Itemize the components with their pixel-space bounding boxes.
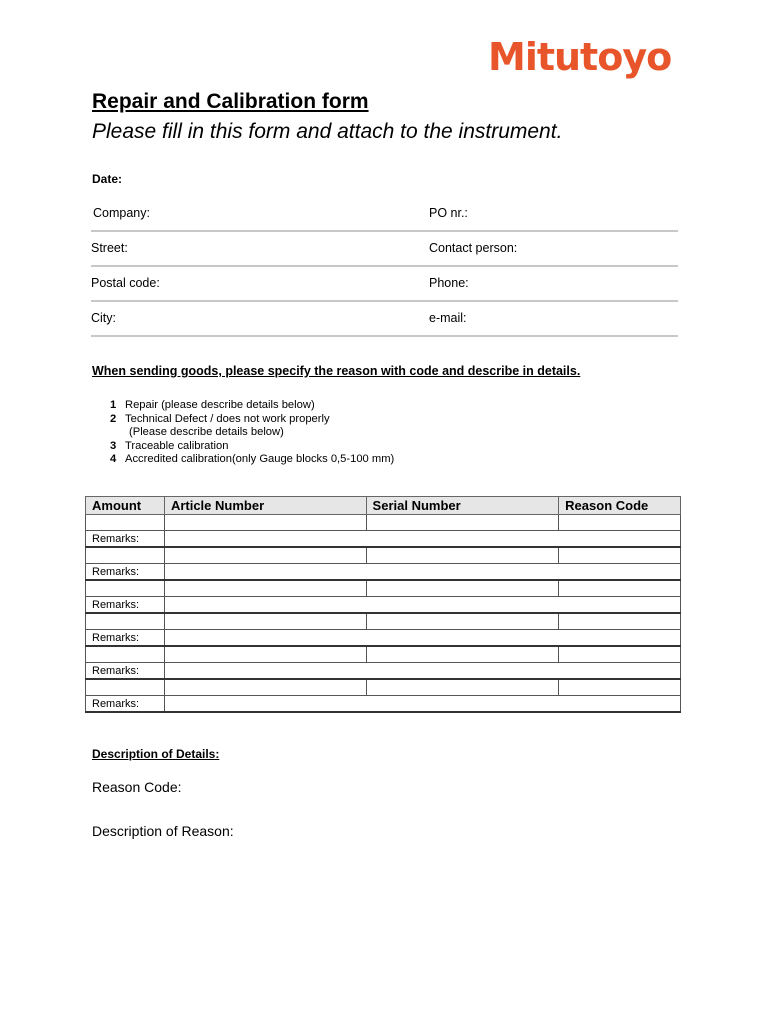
remarks-label: Remarks: [86, 696, 165, 713]
reason-item [110, 399, 394, 413]
description-heading: Description of Details: [92, 747, 220, 761]
remarks-label: Remarks: [86, 531, 165, 548]
reason-code-column-header: Reason Code [559, 497, 681, 515]
article-number-cell[interactable] [164, 646, 366, 663]
serial-number-column-header: Serial Number [366, 497, 559, 515]
serial-number-cell[interactable] [366, 613, 559, 630]
remarks-row [86, 597, 681, 614]
remarks-label: Remarks: [86, 597, 165, 614]
form-title: Repair and Calibration form [92, 90, 369, 113]
remarks-cell[interactable] [164, 564, 680, 581]
amount-cell[interactable] [86, 515, 165, 531]
reason-code-cell[interactable] [559, 613, 681, 630]
reason-code-cell[interactable] [559, 679, 681, 696]
article-number-cell[interactable] [164, 515, 366, 531]
article-number-column-header: Article Number [164, 497, 366, 515]
city-field-label: City: [91, 311, 116, 325]
article-number-cell[interactable] [164, 580, 366, 597]
reason-item [110, 440, 394, 454]
serial-number-cell[interactable] [366, 580, 559, 597]
article-number-cell[interactable] [164, 679, 366, 696]
reason-code-list [110, 399, 394, 467]
field-row-street[interactable] [91, 237, 678, 267]
reason-code-cell[interactable] [559, 515, 681, 531]
amount-column-header: Amount [86, 497, 165, 515]
table-row [86, 580, 681, 597]
remarks-row [86, 663, 681, 680]
table-row [86, 613, 681, 630]
reason-code-cell[interactable] [559, 580, 681, 597]
postal-code-field-label: Postal code: [91, 276, 160, 290]
table-row [86, 646, 681, 663]
remarks-cell[interactable] [164, 531, 680, 548]
field-row-postal-code[interactable] [91, 272, 678, 302]
remarks-cell[interactable] [164, 630, 680, 647]
items-table [85, 496, 681, 713]
reason-text: Traceable calibration [125, 439, 229, 452]
reason-number: 2 [110, 412, 117, 425]
remarks-cell[interactable] [164, 597, 680, 614]
remarks-cell[interactable] [164, 696, 680, 713]
po-number-field-label: PO nr.: [429, 206, 468, 220]
remarks-row [86, 531, 681, 548]
table-row [86, 679, 681, 696]
article-number-cell[interactable] [164, 547, 366, 564]
reason-item [110, 413, 394, 427]
remarks-cell[interactable] [164, 663, 680, 680]
remarks-label: Remarks: [86, 630, 165, 647]
reason-number: 1 [110, 399, 117, 411]
company-field-label: Company: [93, 206, 150, 220]
reason-item-continuation [110, 426, 394, 440]
reason-text: Accredited calibration(only Gauge blocks 0,5-100 mm) [125, 453, 395, 465]
reason-code-cell[interactable] [559, 547, 681, 564]
serial-number-cell[interactable] [366, 646, 559, 663]
reason-item [110, 453, 394, 467]
description-of-reason-field-label[interactable]: Description of Reason: [92, 823, 234, 839]
article-number-cell[interactable] [164, 613, 366, 630]
amount-cell[interactable] [86, 613, 165, 630]
contact-person-field-label: Contact person: [429, 241, 518, 255]
reasons-heading: When sending goods, please specify the reason with code and describe in details. [92, 364, 581, 378]
street-field-label: Street: [91, 241, 128, 255]
remarks-label: Remarks: [86, 663, 165, 680]
remarks-label: Remarks: [86, 564, 165, 581]
field-row-city[interactable] [91, 307, 678, 337]
amount-cell[interactable] [86, 679, 165, 696]
serial-number-cell[interactable] [366, 515, 559, 531]
reason-text: Repair (please describe details below) [125, 399, 315, 411]
reason-code-cell[interactable] [559, 646, 681, 663]
remarks-row [86, 696, 681, 713]
reason-code-field-label[interactable]: Reason Code: [92, 779, 182, 795]
amount-cell[interactable] [86, 580, 165, 597]
reason-text: Technical Defect / does not work properly [125, 412, 330, 425]
date-field-label[interactable]: Date: [92, 172, 123, 186]
reason-number: 4 [110, 453, 117, 465]
amount-cell[interactable] [86, 646, 165, 663]
reason-text: (Please describe details below) [129, 426, 284, 438]
table-row [86, 515, 681, 531]
amount-cell[interactable] [86, 547, 165, 564]
phone-field-label: Phone: [429, 276, 469, 290]
remarks-row [86, 564, 681, 581]
serial-number-cell[interactable] [366, 679, 559, 696]
mitutoyo-logo: Mitutoyo [488, 35, 672, 79]
form-subtitle: Please fill in this form and attach to the instrument. [92, 120, 563, 143]
reason-number: 3 [110, 439, 117, 452]
email-field-label: e-mail: [429, 311, 467, 325]
serial-number-cell[interactable] [366, 547, 559, 564]
table-header-row [86, 497, 681, 515]
table-row [86, 547, 681, 564]
field-row-company[interactable] [91, 202, 678, 232]
remarks-row [86, 630, 681, 647]
